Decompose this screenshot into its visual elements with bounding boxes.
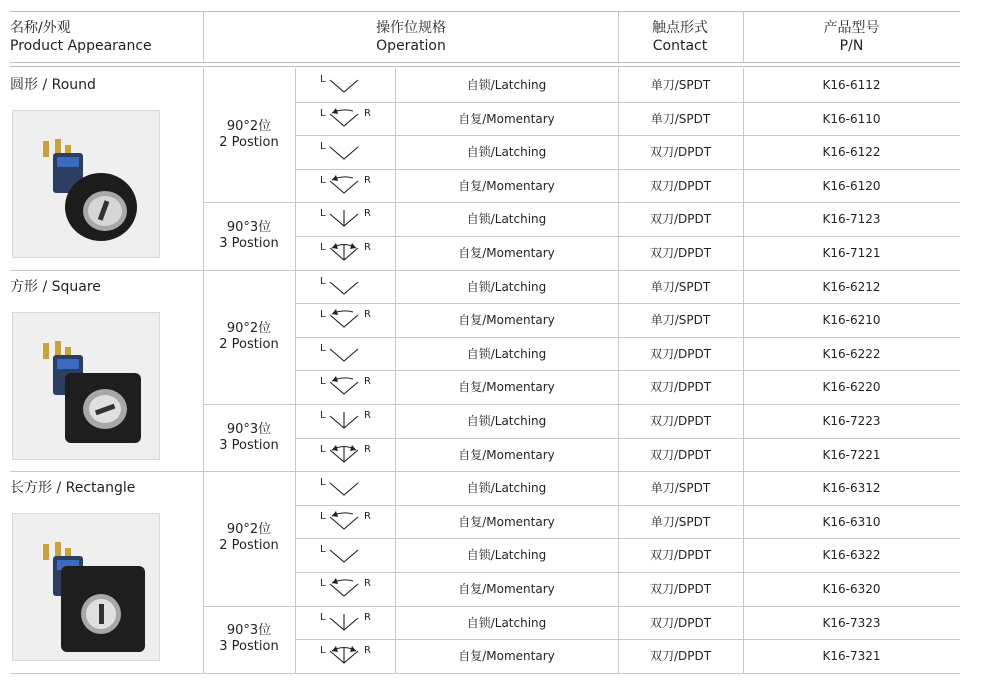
header-bottom-rule-2	[10, 66, 960, 67]
position-label-cn: 90°2位	[226, 321, 272, 336]
rectangle-key-switch-photo	[12, 513, 160, 661]
group-title: 长方形 / Rectangle	[10, 480, 136, 496]
part-number: K16-6222	[822, 347, 881, 361]
contact-type: 双刀/DPDT	[649, 347, 712, 361]
position-label-en: 3 Postion	[219, 236, 279, 251]
header-bottom-rule	[10, 62, 960, 63]
symbol-label-left: L	[320, 343, 326, 354]
part-number: K16-6310	[822, 515, 881, 529]
group-rule	[10, 471, 960, 472]
position-label-cn: 90°2位	[226, 522, 272, 537]
contact-type: 双刀/DPDT	[649, 616, 712, 630]
operation-mode: 自复/Momentary	[458, 246, 555, 260]
part-number: K16-6110	[822, 112, 881, 126]
operation-symbol-latching-3	[320, 206, 380, 232]
position-label-en: 2 Postion	[219, 337, 279, 352]
contact-type: 双刀/DPDT	[649, 414, 712, 428]
operation-symbol-momentary-3	[320, 240, 380, 266]
symbol-momentary-2-icon	[320, 307, 380, 333]
symbol-momentary-2-icon	[320, 509, 380, 535]
part-number: K16-6212	[822, 280, 881, 294]
operation-mode: 自复/Momentary	[458, 179, 555, 193]
contact-type: 单刀/SPDT	[650, 112, 711, 126]
contact-type: 单刀/SPDT	[650, 280, 711, 294]
symbol-label-right: R	[364, 175, 371, 186]
symbol-label-right: R	[364, 410, 371, 421]
operation-mode: 自锁/Latching	[466, 481, 547, 495]
operation-symbol-latching-2	[320, 475, 380, 501]
contact-type: 双刀/DPDT	[649, 179, 712, 193]
header-operation-cn: 操作位规格	[376, 20, 446, 36]
symbol-label-left: L	[320, 477, 326, 488]
contact-type: 单刀/SPDT	[650, 313, 711, 327]
column-rule	[618, 471, 619, 673]
header-pn-en: P/N	[839, 38, 864, 54]
operation-symbol-momentary-3	[320, 643, 380, 669]
operation-symbol-momentary-3	[320, 442, 380, 468]
operation-symbol-latching-2	[320, 274, 380, 300]
header-appearance-en: Product Appearance	[10, 38, 152, 54]
header-appearance-cn: 名称/外观	[10, 20, 71, 36]
symbol-label-right: R	[364, 645, 371, 656]
symbol-label-left: L	[320, 376, 326, 387]
group-title: 圆形 / Round	[10, 77, 96, 93]
operation-mode: 自复/Momentary	[458, 582, 555, 596]
contact-type: 双刀/DPDT	[649, 246, 712, 260]
operation-symbol-momentary-2	[320, 509, 380, 535]
operation-symbol-latching-2	[320, 542, 380, 568]
contact-type: 双刀/DPDT	[649, 145, 712, 159]
column-rule	[618, 68, 619, 270]
header-contact-cn: 触点形式	[652, 20, 708, 36]
symbol-label-right: R	[364, 309, 371, 320]
column-rule	[203, 471, 204, 673]
symbol-label-left: L	[320, 108, 326, 119]
symbol-label-right: R	[364, 242, 371, 253]
operation-mode: 自锁/Latching	[466, 78, 547, 92]
subgroup-rule	[203, 404, 960, 405]
symbol-momentary-2-icon	[320, 173, 380, 199]
symbol-label-right: R	[364, 376, 371, 387]
contact-type: 双刀/DPDT	[649, 582, 712, 596]
header-column-rule	[618, 12, 619, 62]
subgroup-rule	[203, 606, 960, 607]
symbol-momentary-2-icon	[320, 106, 380, 132]
symbol-latching-2-icon	[320, 542, 380, 568]
column-rule	[743, 270, 744, 472]
operation-symbol-momentary-2	[320, 173, 380, 199]
symbol-momentary-3-icon	[320, 240, 380, 266]
operation-mode: 自复/Momentary	[458, 649, 555, 663]
part-number: K16-7223	[822, 414, 881, 428]
symbol-label-left: L	[320, 309, 326, 320]
symbol-label-right: R	[364, 208, 371, 219]
contact-type: 双刀/DPDT	[649, 448, 712, 462]
symbol-momentary-2-icon	[320, 576, 380, 602]
operation-mode: 自锁/Latching	[466, 616, 547, 630]
symbol-latching-3-icon	[320, 408, 380, 434]
contact-type: 单刀/SPDT	[650, 78, 711, 92]
symbol-label-right: R	[364, 444, 371, 455]
group-rule	[10, 673, 960, 674]
symbol-latching-3-icon	[320, 610, 380, 636]
operation-symbol-latching-3	[320, 610, 380, 636]
operation-mode: 自复/Momentary	[458, 515, 555, 529]
part-number: K16-6122	[822, 145, 881, 159]
symbol-latching-2-icon	[320, 475, 380, 501]
column-rule	[203, 68, 204, 270]
contact-type: 双刀/DPDT	[649, 380, 712, 394]
symbol-label-right: R	[364, 511, 371, 522]
symbol-label-right: R	[364, 612, 371, 623]
part-number: K16-6322	[822, 548, 881, 562]
group-title: 方形 / Square	[10, 279, 101, 295]
position-label-cn: 90°2位	[226, 119, 272, 134]
position-label-en: 2 Postion	[219, 135, 279, 150]
column-rule	[743, 471, 744, 673]
part-number: K16-7121	[822, 246, 881, 260]
position-label-en: 2 Postion	[219, 538, 279, 553]
column-rule	[395, 68, 396, 270]
header-pn-cn: 产品型号	[823, 20, 880, 36]
symbol-latching-2-icon	[320, 274, 380, 300]
symbol-label-right: R	[364, 108, 371, 119]
operation-mode: 自锁/Latching	[466, 548, 547, 562]
operation-mode: 自锁/Latching	[466, 414, 547, 428]
operation-mode: 自锁/Latching	[466, 347, 547, 361]
operation-mode: 自锁/Latching	[466, 212, 547, 226]
position-label-cn: 90°3位	[226, 220, 272, 235]
group-rule	[10, 270, 960, 271]
part-number: K16-6320	[822, 582, 881, 596]
symbol-label-left: L	[320, 141, 326, 152]
operation-symbol-momentary-2	[320, 106, 380, 132]
part-number: K16-6220	[822, 380, 881, 394]
symbol-label-left: L	[320, 242, 326, 253]
symbol-label-left: L	[320, 276, 326, 287]
part-number: K16-6312	[822, 481, 881, 495]
contact-type: 单刀/SPDT	[650, 515, 711, 529]
column-rule	[295, 471, 296, 673]
symbol-momentary-3-icon	[320, 442, 380, 468]
symbol-label-left: L	[320, 175, 326, 186]
symbol-momentary-2-icon	[320, 374, 380, 400]
header-column-rule	[743, 12, 744, 62]
position-label-cn: 90°3位	[226, 422, 272, 437]
operation-mode: 自复/Momentary	[458, 448, 555, 462]
operation-mode: 自锁/Latching	[466, 145, 547, 159]
symbol-label-left: L	[320, 544, 326, 555]
symbol-latching-3-icon	[320, 206, 380, 232]
header-operation-en: Operation	[376, 38, 446, 54]
symbol-latching-2-icon	[320, 341, 380, 367]
symbol-label-left: L	[320, 645, 326, 656]
symbol-label-left: L	[320, 444, 326, 455]
operation-mode: 自锁/Latching	[466, 280, 547, 294]
operation-symbol-momentary-2	[320, 576, 380, 602]
operation-symbol-latching-2	[320, 341, 380, 367]
square-key-switch-photo	[12, 312, 160, 460]
position-label-en: 3 Postion	[219, 639, 279, 654]
operation-symbol-momentary-2	[320, 374, 380, 400]
column-rule	[295, 270, 296, 472]
operation-mode: 自复/Momentary	[458, 380, 555, 394]
operation-symbol-latching-2	[320, 139, 380, 165]
round-key-switch-photo	[12, 110, 160, 258]
symbol-momentary-3-icon	[320, 643, 380, 669]
header-contact-en: Contact	[652, 38, 708, 54]
part-number: K16-6120	[822, 179, 881, 193]
contact-type: 单刀/SPDT	[650, 481, 711, 495]
operation-symbol-latching-2	[320, 72, 380, 98]
operation-symbol-momentary-2	[320, 307, 380, 333]
column-rule	[395, 270, 396, 472]
symbol-label-left: L	[320, 410, 326, 421]
symbol-label-left: L	[320, 74, 326, 85]
operation-mode: 自复/Momentary	[458, 313, 555, 327]
symbol-latching-2-icon	[320, 139, 380, 165]
column-rule	[203, 270, 204, 472]
column-rule	[743, 68, 744, 270]
operation-symbol-latching-3	[320, 408, 380, 434]
header-top-rule	[10, 11, 960, 12]
part-number: K16-7221	[822, 448, 881, 462]
header-column-rule	[203, 12, 204, 62]
symbol-label-right: R	[364, 578, 371, 589]
part-number: K16-7123	[822, 212, 881, 226]
contact-type: 双刀/DPDT	[649, 548, 712, 562]
operation-mode: 自复/Momentary	[458, 112, 555, 126]
symbol-label-left: L	[320, 612, 326, 623]
contact-type: 双刀/DPDT	[649, 212, 712, 226]
subgroup-rule	[203, 202, 960, 203]
part-number: K16-7323	[822, 616, 881, 630]
part-number: K16-6210	[822, 313, 881, 327]
part-number: K16-7321	[822, 649, 881, 663]
symbol-label-left: L	[320, 208, 326, 219]
position-label-cn: 90°3位	[226, 623, 272, 638]
column-rule	[395, 471, 396, 673]
part-number: K16-6112	[822, 78, 881, 92]
symbol-label-left: L	[320, 511, 326, 522]
column-rule	[618, 270, 619, 472]
symbol-latching-2-icon	[320, 72, 380, 98]
position-label-en: 3 Postion	[219, 438, 279, 453]
symbol-label-left: L	[320, 578, 326, 589]
contact-type: 双刀/DPDT	[649, 649, 712, 663]
column-rule	[295, 68, 296, 270]
